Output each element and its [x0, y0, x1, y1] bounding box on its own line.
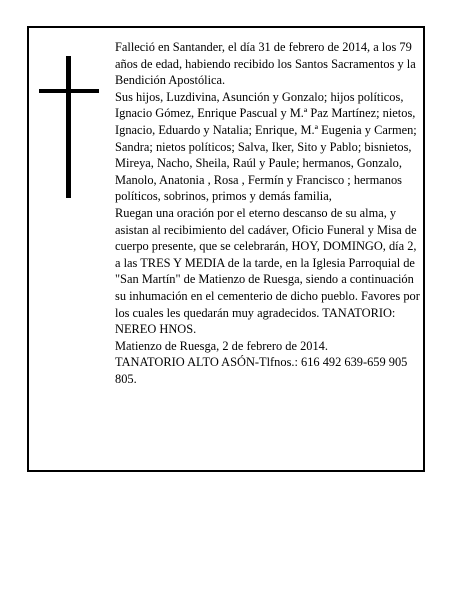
funeral-details: Ruegan una oración por el eterno descanso de su alma, y asistan al recibimiento del cadáver, Oficio Funeral y Misa de cuerpo presente, que se celebrarán, HOY, DOMINGO, día 2, a las TRES Y MEDIA de la tarde, en la Iglesia Parroquial de "San Martín" de Matienzo de Ruesga, siendo a continuación su inhumación en el cementerio de dicho pueblo. Favores por los cuales les quedarán muy agradecidos. TANATORIO: NEREO HNOS. — [115, 205, 420, 337]
cross-icon — [39, 56, 99, 198]
place-date: Matienzo de Ruesga, 2 de febrero de 2014. — [115, 338, 328, 353]
cross-horizontal-bar — [39, 89, 99, 93]
obituary-text — [115, 39, 421, 387]
funeral-home-contact: TANATORIO ALTO ASÓN-Tlfnos.: 616 492 639-659 905 805. — [115, 355, 408, 386]
cross-vertical-bar — [66, 56, 71, 198]
obituary-frame — [27, 26, 425, 472]
family-list: Sus hijos, Luzdivina, Asunción y Gonzalo; hijos políticos, Ignacio Gómez, Enrique Pascual y M.ª Paz Martínez; nietos, Ignacio, Eduardo y Natalia; Enrique, M.ª Eugenia y Carmen; Sandra; nietos políticos; Salva, Iker, Sito y Pablo; bisnietos, Mireya, Nacho, Sheila, Raúl y Paule; hermanos, Gonzalo, Manolo, Anatonia , Rosa , Fermín y Francisco ; hermanos políticos, sobrinos, primos y demás familia, — [115, 89, 417, 204]
death-announcement: Falleció en Santander, el día 31 de febrero de 2014, a los 79 años de edad, habiendo recibido los Santos Sacramentos y la Bendición Apostólica. — [115, 40, 416, 88]
